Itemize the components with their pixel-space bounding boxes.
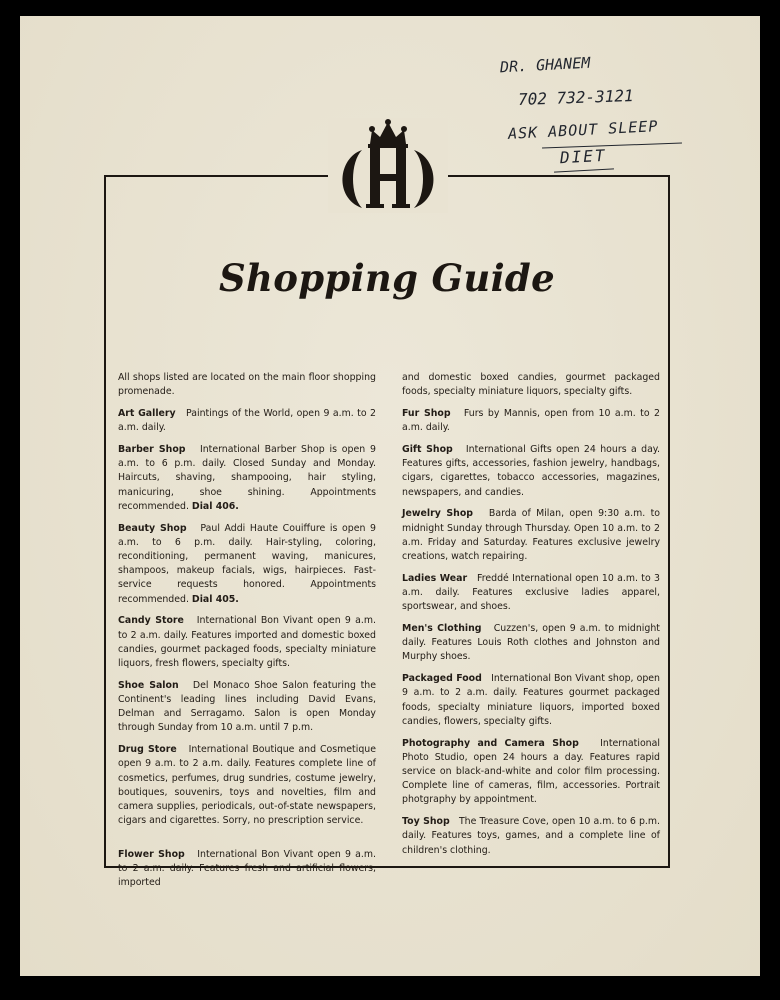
list-item — [402, 443, 660, 500]
page-title: Shopping Guide — [219, 256, 555, 300]
intro-text: All shops listed are located on the main floor shopping promenade. — [118, 372, 376, 398]
list-item — [118, 407, 376, 435]
shop-description: Furs by Mannis, open from 10 a.m. to 2 a.m. daily. — [402, 408, 660, 434]
left-column — [118, 371, 376, 898]
list-item — [402, 572, 660, 615]
shop-heading: Gift Shop — [402, 444, 453, 455]
shop-heading: Candy Store — [118, 615, 184, 627]
note-line-phone: 702 732-3121 — [517, 85, 634, 110]
shop-description: Cuzzen's, open 9 a.m. to midnight daily. Features Louis Roth clothes and Johnston and Murphy shoes. — [402, 623, 660, 663]
shop-heading: Packaged Food — [402, 673, 482, 685]
shop-heading: Art Gallery — [118, 408, 176, 419]
note-line-diet: DIET — [559, 145, 607, 168]
note-line-ask: ASK ABOUT SLEEP — [507, 117, 659, 143]
shop-description: International Photo Studio, open 24 hours a day. Features rapid service on black-and-white and color film processing. Complete line of cameras, film, accessories. Portrait photgraphy by appointment. — [402, 737, 660, 806]
shop-heading: Toy Shop — [402, 816, 450, 828]
shop-heading: Jewelry Shop — [402, 508, 473, 520]
list-item — [402, 815, 660, 858]
list-item — [402, 507, 660, 564]
shop-heading: Beauty Shop — [118, 522, 187, 534]
shop-heading: Shoe Salon — [118, 679, 179, 691]
list-item — [118, 522, 376, 607]
shop-heading: Barber Shop — [118, 444, 186, 455]
shop-description: International Boutique and Cosmetique open 9 a.m. to 2 a.m. daily. Features complete line of cosmetics, perfumes, drug sundries, costume jewelry, boutiques, souvenirs, toys and novelties, film and camera supplies, periodicals, out-of-state newspapers, cigars and cigarettes. Sorry, no prescription service. — [118, 744, 376, 827]
shop-description: The Treasure Cove, open 10 a.m. to 6 p.m. daily. Features toys, games, and a complete line of children's clothing. — [402, 816, 660, 856]
list-item — [118, 614, 376, 671]
shop-heading: Flower Shop — [118, 849, 185, 861]
list-item — [118, 743, 376, 828]
list-item — [402, 672, 660, 729]
hotel-crown-logo-icon — [328, 118, 448, 213]
shop-description: International Barber Shop is open 9 a.m. to 6 p.m. daily. Closed Sunday and Monday. Haircuts, shaving, shampooing, hair styling, manicuring, shoe shining. Appointments recommended. — [118, 444, 376, 512]
note-line-name: DR. GHANEM — [499, 53, 591, 77]
shop-description: Paul Addi Haute Couiffure is open 9 a.m. to 6 p.m. daily. Hair-styling, coloring, reconditioning, permanent waving, manicures, shampoos, makeup facials, wigs, hairpieces. Fast-service requests honored. Appointments recommended. — [118, 522, 376, 605]
shop-heading: Photography and Camera Shop — [402, 737, 579, 749]
spacer — [118, 836, 376, 848]
shop-description: International Bon Vivant open 9 a.m. to 2 a.m. daily. Features imported and domestic boxed candies, gourmet packaged foods, specialty miniature liquors, fresh flowers, specialty gifts. — [118, 615, 376, 670]
list-item — [402, 737, 660, 808]
shop-heading: Ladies Wear — [402, 572, 468, 584]
continued-text: and domestic boxed candies, gourmet packaged foods, specialty miniature liquors, specialty gifts. — [402, 372, 660, 398]
list-item — [402, 407, 660, 435]
dial-number: Dial 406. — [191, 500, 239, 512]
list-item — [402, 622, 660, 665]
shop-heading: Men's Clothing — [402, 623, 482, 635]
shop-description: Paintings of the World, open 9 a.m. to 2 a.m. daily. — [118, 408, 376, 434]
dial-number: Dial 405. — [191, 593, 239, 605]
shop-description: Del Monaco Shoe Salon featuring the Continent's leading lines including David Evans, Delman and Serragamo. Salon is open Monday through Sunday from 10 a.m. until 7 p.m. — [118, 679, 377, 734]
shop-description: International Gifts open 24 hours a day. Features gifts, accessories, fashion jewelry, handbags, cigars, cigarettes, tobacco accessories, magazines, newspapers, and candies. — [402, 444, 660, 498]
shop-description: Freddé International open 10 a.m. to 3 a.m. daily. Features exclusive ladies apparel, sportswear, and shoes. — [402, 572, 660, 613]
shop-description: International Bon Vivant open 9 a.m. to 2 a.m. daily. Features fresh and artificial flowers, imported — [118, 849, 377, 889]
shop-heading: Fur Shop — [402, 408, 451, 419]
shop-heading: Drug Store — [118, 744, 177, 756]
shop-description: Barda of Milan, open 9:30 a.m. to midnight Sunday through Thursday. Open 10 a.m. to 2 a.m. Friday and Saturday. Features exclusive jewelry creations, watch repairing. — [402, 508, 660, 563]
list-item — [118, 443, 376, 514]
list-item — [118, 848, 376, 891]
shop-description: International Bon Vivant shop, open 9 a.m. to 2 a.m. daily. Features gourmet packaged foods, specialty miniature liquors, imported boxed candies, flowers, specialty gifts. — [402, 673, 660, 727]
right-column — [402, 371, 660, 865]
list-item — [118, 679, 376, 736]
